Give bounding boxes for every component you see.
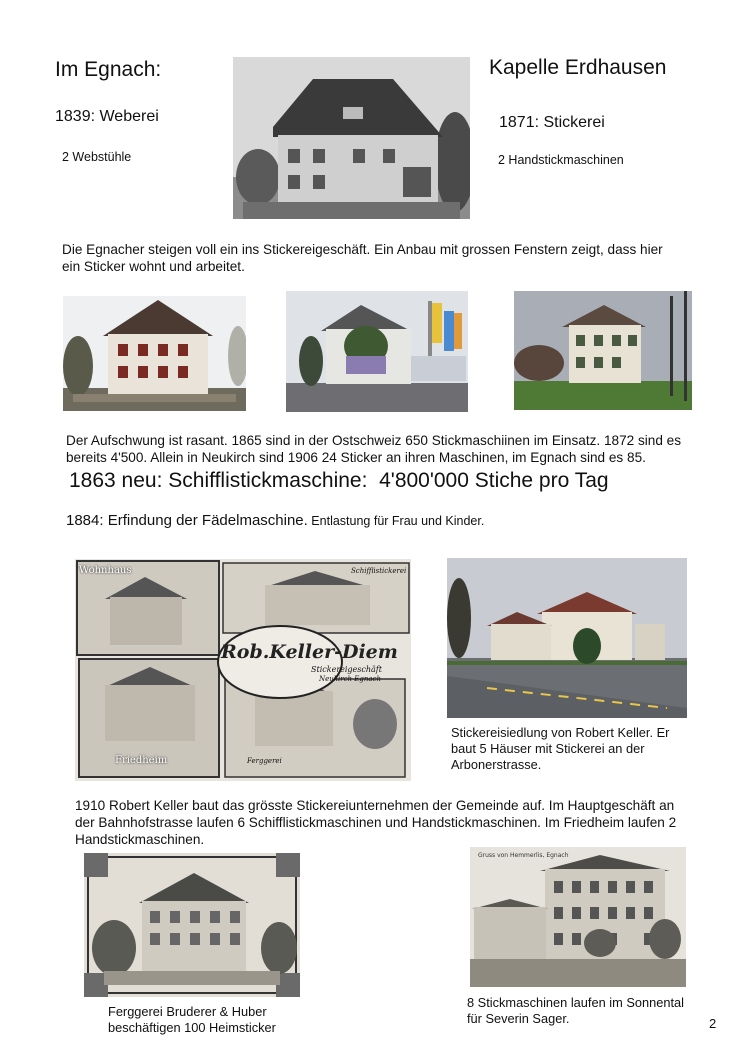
- right-year: 1871: Stickerei: [499, 114, 605, 131]
- invention-sub: Entlastung für Frau und Kinder.: [307, 514, 485, 528]
- ferggerei-postcard: [84, 853, 300, 997]
- sticker-house-photo-1: [63, 296, 246, 411]
- right-detail: 2 Handstickmaschinen: [498, 153, 624, 167]
- postcard-brand-sub2: Neukirch Egnach: [319, 675, 381, 683]
- headline-part2: 4'800'000 Stiche pro Tag: [379, 469, 609, 492]
- sticker-house-photo-2: [286, 291, 468, 412]
- left-title: Im Egnach:: [55, 58, 162, 81]
- invention-line: [66, 512, 484, 530]
- sonnental-caption: 8 Stickmaschinen laufen im Sonnental für Severin Sager.: [467, 995, 684, 1026]
- siedlung-street-photo: [447, 558, 687, 718]
- schiffli-headline: [69, 469, 609, 493]
- left-year: 1839: Weberei: [55, 108, 159, 125]
- postcard-brand: Rob.Keller-Diem: [221, 641, 398, 663]
- sonnental-postcard: [470, 847, 686, 987]
- ferggerei-caption: Ferggerei Bruderer & Huber beschäftigen 100 Heimsticker: [108, 1004, 276, 1035]
- invention-main: 1884: Erfindung der Fädelmaschine.: [66, 512, 308, 529]
- postcard-label-wohnhaus: Wohnhaus: [79, 565, 132, 576]
- postcard-label-ferggerei: Ferggerei: [247, 757, 282, 765]
- page-number: 2: [709, 1016, 717, 1031]
- left-detail: 2 Webstühle: [62, 150, 132, 164]
- sticker-house-photo-3: [514, 291, 692, 410]
- keller-paragraph: 1910 Robert Keller baut das grösste Stickereiunternehmen der Gemeinde auf. Im Hauptgeschäft an der Bahnhofstrasse laufen 6 Schifflistickmaschinen und Handstickmaschinen. Im Friedheim laufen 2 Handstickmaschinen.: [75, 798, 677, 847]
- intro-paragraph: Die Egnacher steigen voll ein ins Stickereigeschäft. Ein Anbau mit grossen Fenstern zeigt, dass hier ein Sticker wohnt und arbeitet.: [62, 242, 663, 274]
- kapelle-house-photo: [233, 57, 470, 219]
- right-title: Kapelle Erdhausen: [489, 56, 667, 79]
- postcard-label-schifflistickerei: Schifflistickerei: [351, 567, 407, 575]
- postcard-label-friedheim: Friedheim: [115, 755, 168, 766]
- rob-keller-postcard: [75, 559, 411, 781]
- postcard-brand-sub1: Stickereigeschäft: [311, 665, 382, 674]
- sonnental-postcard-label: Gruss von Hemmerlis, Egnach: [478, 852, 569, 859]
- headline-part1: 1863 neu: Schifflistickmaschine:: [69, 469, 368, 492]
- growth-paragraph: Der Aufschwung ist rasant. 1865 sind in der Ostschweiz 650 Stickmaschiinen im Einsatz. 1872 sind es bereits 4'500. Allein in Neukirch sind 1906 24 Sticker an ihren Maschinen, im Egnach sind es 85.: [66, 433, 682, 465]
- siedlung-caption: Stickereisiedlung von Robert Keller. Er baut 5 Häuser mit Stickerei an der Arbonerstrasse.: [451, 725, 670, 772]
